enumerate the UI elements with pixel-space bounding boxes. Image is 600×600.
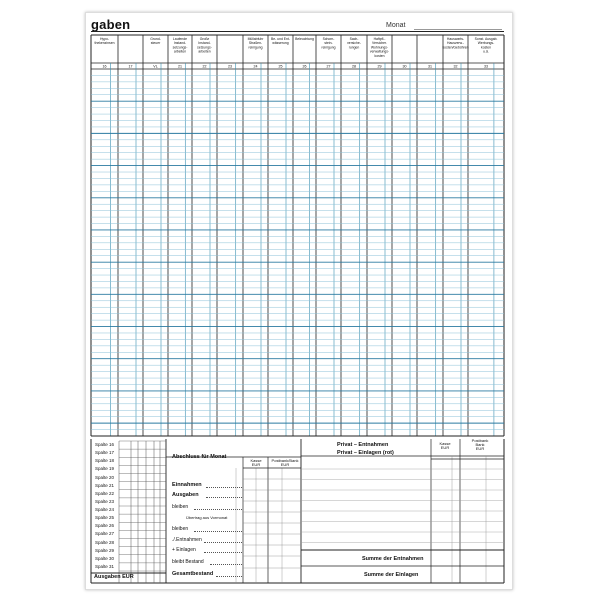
gesamtbestand-label: Gesamtbestand	[172, 571, 214, 577]
column-number: VL	[153, 64, 158, 69]
bleiben-label-1: bleiben	[172, 504, 189, 510]
column-header-text: Sach-	[349, 37, 359, 41]
column-header-text: Hauswarts-	[446, 37, 465, 41]
column-header-text: Hypo-	[99, 37, 110, 41]
column-header-text: rungen	[348, 45, 360, 50]
einnahmen-label: Einnahmen	[172, 482, 202, 488]
column-header-text: versiche-	[347, 41, 361, 46]
column-header-text: Müllabfuhr	[247, 37, 264, 41]
privat-bank-header: Postbank Bank EUR	[471, 438, 489, 451]
spalte-row-label: Spalte 17	[95, 450, 115, 456]
entnahmen-label: ./.Entnahmen	[172, 537, 202, 543]
spalte-row-label: Spalte 25	[95, 515, 115, 521]
ausgaben-eur-label: Ausgaben EUR	[94, 574, 134, 580]
bestand-label: bleibt Bestand	[172, 559, 204, 565]
column-header-text: Laufende	[172, 37, 188, 41]
column-header-text: Grund-	[150, 37, 161, 41]
einlagen-label: + Einlagen	[172, 547, 196, 553]
spalte-row-label: Spalte 16	[95, 442, 115, 447]
column-number: 25	[278, 64, 283, 69]
column-header-text: setzungs-	[172, 45, 188, 50]
column-header-text: Sonst. Ausgab.	[474, 37, 498, 41]
ledger-grid	[86, 13, 512, 589]
bleiben1-dots	[194, 509, 242, 510]
column-header-text: thekenzinsen	[94, 41, 115, 46]
abschluss-bank-header: Postbank/Bank EUR	[271, 458, 299, 467]
column-header-text: kosten	[481, 45, 491, 50]
column-header-text: kosten/Gebühren	[442, 45, 469, 50]
summe-einlagen-label: Summe der Einlagen	[364, 572, 419, 578]
column-header-text: Beleuchtung	[295, 37, 314, 41]
ausgaben-label: Ausgaben	[172, 492, 199, 498]
spalte-row-label: Spalte 18	[95, 458, 115, 464]
column-header-text: arbeiten	[173, 49, 187, 54]
bleiben-label-2: bleiben	[172, 526, 189, 532]
column-number: 27	[326, 64, 331, 69]
ledger-sheet	[85, 12, 513, 590]
privat-entnahmen-title: Privat – Entnahmen	[337, 442, 389, 448]
column-number: 26	[302, 64, 307, 69]
privat-kasse-header: Kasse EUR	[439, 441, 451, 450]
spalte-row-label: Spalte 30	[95, 555, 115, 561]
abschluss-kasse-header: Kasse EUR	[250, 458, 262, 467]
spalte-row-label: Spalte 21	[95, 482, 115, 488]
spalte-row-label: Spalte 24	[95, 507, 115, 512]
column-header-text: u.ä.	[483, 49, 489, 54]
column-header-text: Instand-	[173, 41, 187, 46]
spalte-row-label: Spalte 31	[95, 563, 115, 569]
column-number: 33	[484, 64, 488, 69]
page-title: gaben	[91, 17, 131, 32]
column-number: 23	[228, 64, 232, 69]
column-number: 16	[102, 64, 107, 69]
column-number: 30	[402, 64, 407, 69]
column-number: 31	[428, 64, 432, 69]
column-header-text: arbeiten	[198, 49, 211, 54]
spalte-row-label: Spalte 28	[95, 539, 115, 545]
abschluss-title: Abschluss für Monat	[172, 454, 227, 460]
spalte-row-label: Spalte 27	[95, 531, 115, 537]
column-header-text: Instand-	[198, 41, 211, 46]
column-header-text: wässerung	[272, 41, 289, 46]
ausgaben-dots	[206, 497, 242, 498]
gesamt-dots	[216, 576, 242, 577]
einlagen-dots	[204, 552, 242, 553]
column-number: 21	[178, 64, 182, 69]
spalte-row-label: Spalte 20	[95, 474, 115, 480]
bestand-dots	[210, 564, 242, 565]
privat-einlagen-title: Privat – Einlagen (rot)	[337, 450, 394, 456]
column-header-text: Versicher.	[372, 41, 387, 46]
column-header-text: Hausverw.-	[447, 41, 464, 46]
column-number: 22	[202, 64, 207, 69]
column-header-text: Wohnungs-	[370, 45, 389, 50]
column-header-text: Große	[199, 37, 210, 41]
column-header-text: Haftpfl.-	[373, 37, 386, 41]
bleiben2-dots	[194, 531, 242, 532]
uebertrag-label: Übertrag aus Vormonat	[186, 515, 228, 520]
column-header-text: Werbungs-	[477, 41, 495, 46]
column-number: 17	[128, 64, 133, 69]
spalte-row-label: Spalte 26	[95, 523, 115, 529]
column-number: 32	[453, 64, 458, 69]
spalte-row-label: Spalte 23	[95, 498, 115, 504]
entnahmen-dots	[204, 542, 242, 543]
column-number: 29	[377, 64, 382, 69]
column-number: 24	[253, 64, 258, 69]
column-header-text: Straßen-	[248, 41, 263, 46]
spalte-row-label: Spalte 19	[95, 466, 115, 472]
month-label: Monat	[386, 22, 406, 29]
column-number: 28	[352, 64, 356, 69]
column-header-text: verwaltungs-	[369, 49, 390, 54]
spalte-row-label: Spalte 22	[95, 490, 115, 496]
einnahmen-dots	[206, 487, 242, 488]
column-header-text: reinigung	[321, 45, 336, 50]
column-header-text: kosten	[374, 53, 385, 58]
column-header-text: setzungs-	[197, 45, 212, 50]
summe-entnahmen-label: Summe der Entnahmen	[362, 556, 424, 562]
column-header-text: steuer	[150, 41, 161, 46]
column-header-text: stein-	[324, 41, 333, 46]
column-header-text: Schorn-	[322, 37, 335, 41]
column-header-text: Be- und Ent-	[270, 37, 291, 41]
column-header-text: reinigung	[248, 45, 263, 50]
spalte-row-label: Spalte 29	[95, 547, 115, 553]
